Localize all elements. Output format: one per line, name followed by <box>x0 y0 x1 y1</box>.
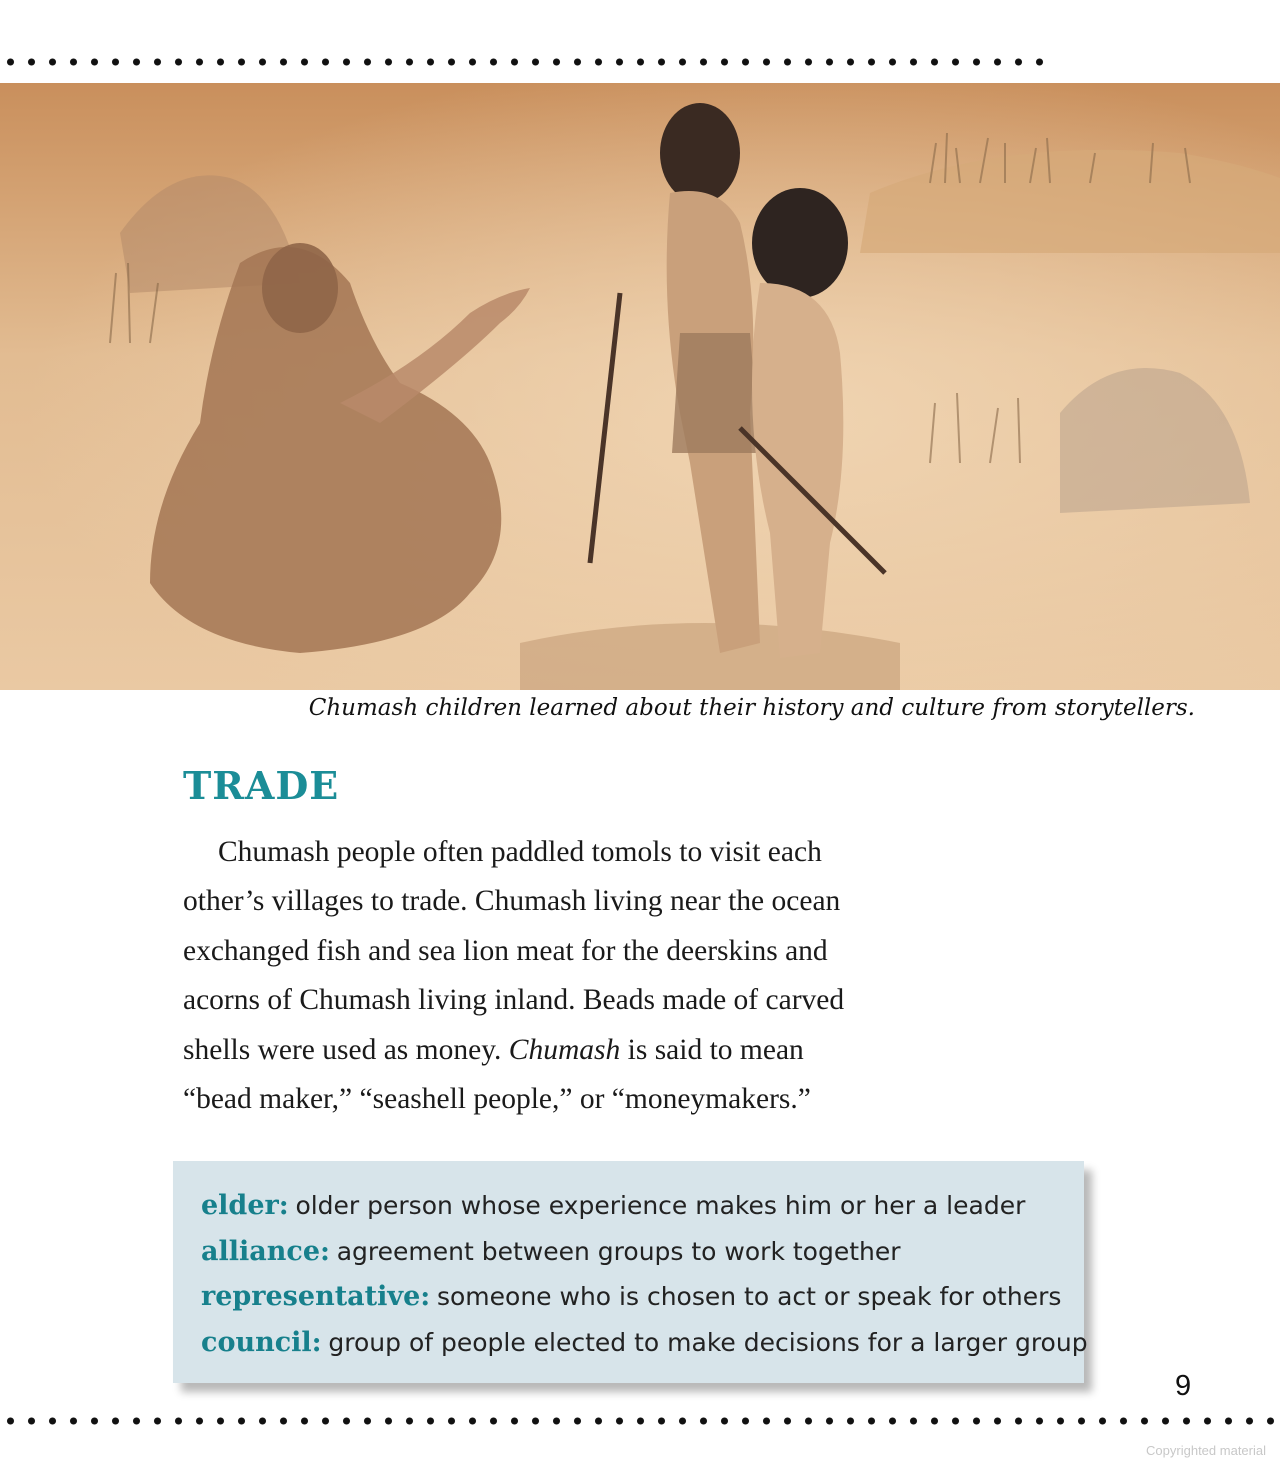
storyteller-head <box>262 243 338 333</box>
glossary-term: council: <box>201 1326 322 1358</box>
paragraph-text: is said to mean <box>620 1033 804 1066</box>
paragraph-line: Chumash people often paddled tomols to visit each <box>218 836 822 868</box>
glossary-entry <box>201 1183 1084 1229</box>
paragraph-line: “bead maker,” “seashell people,” or “moneymakers.” <box>183 1083 811 1116</box>
glossary-entry <box>201 1229 1084 1275</box>
glossary-entry <box>201 1320 1088 1366</box>
top-dotted-border <box>0 58 1055 66</box>
bottom-dotted-border <box>0 1417 1280 1425</box>
paragraph-line: exchanged fish and sea lion meat for the deerskins and <box>183 934 828 967</box>
paragraph-line: acorns of Chumash living inland. Beads made of carved <box>183 984 845 1017</box>
storyteller-illustration <box>0 83 1280 690</box>
glossary-entry <box>201 1274 1084 1320</box>
glossary-term: elder: <box>201 1190 289 1221</box>
glossary-term: alliance: <box>201 1235 330 1267</box>
trade-paragraph <box>183 828 983 1124</box>
child-head-right <box>752 188 848 298</box>
glossary-definition: older person whose experience makes him or her a leader <box>295 1191 1026 1220</box>
section-heading: TRADE <box>183 763 340 808</box>
glossary-definition: someone who is chosen to act or speak for others <box>436 1282 1062 1311</box>
glossary-definition: group of people elected to make decisions for a larger group <box>328 1327 1088 1357</box>
glossary-term: representative: <box>201 1281 431 1312</box>
page-number: 9 <box>1175 1370 1192 1402</box>
glossary-definition: agreement between groups to work together <box>336 1236 901 1266</box>
paragraph-line <box>183 1026 983 1075</box>
copyright-notice: Copyrighted material <box>1146 1443 1266 1458</box>
child-head-left <box>660 103 740 203</box>
illustration-caption: Chumash children learned about their history and culture from storytellers. <box>308 695 1195 721</box>
paragraph-italic-word: Chumash <box>508 1033 621 1066</box>
paragraph-text: shells were used as money. <box>183 1033 509 1066</box>
paragraph-line: other’s villages to trade. Chumash living near the ocean <box>183 885 841 918</box>
glossary-box <box>173 1161 1088 1383</box>
